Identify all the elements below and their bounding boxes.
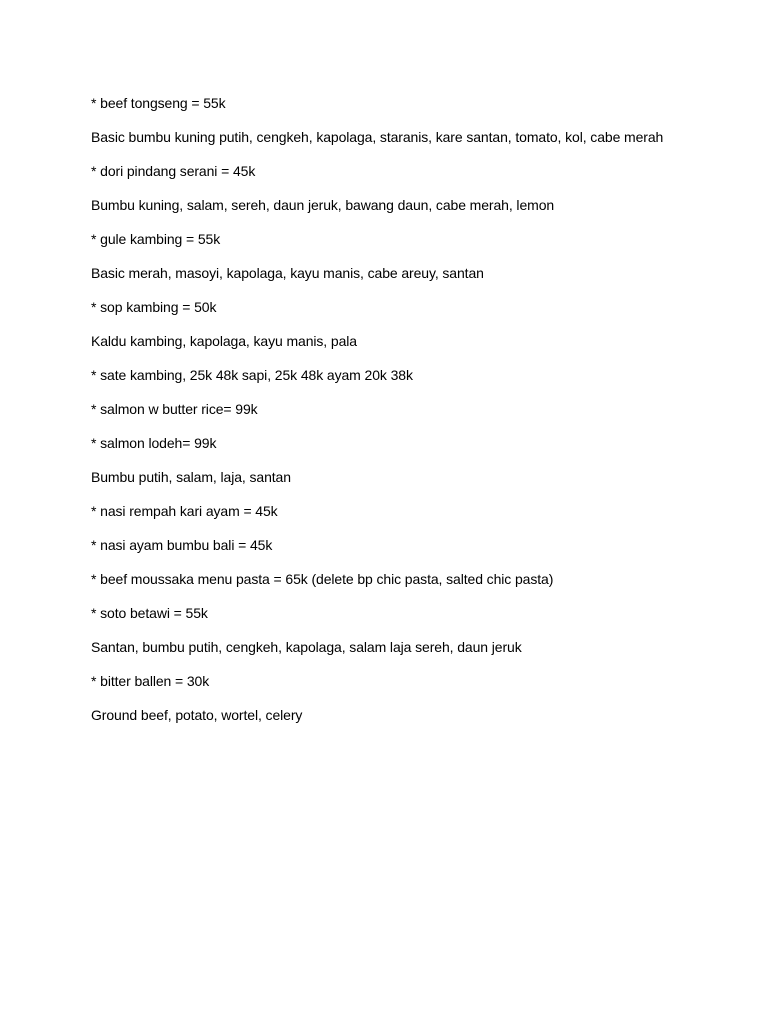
menu-item-line: * gule kambing = 55k: [91, 231, 221, 247]
ingredients-line: Santan, bumbu putih, cengkeh, kapolaga, salam laja sereh, daun jeruk: [91, 639, 522, 655]
ingredients-line: Kaldu kambing, kapolaga, kayu manis, pala: [91, 333, 357, 349]
ingredients-line: Basic merah, masoyi, kapolaga, kayu manis, cabe areuy, santan: [91, 265, 484, 281]
menu-item-line: * sate kambing, 25k 48k sapi, 25k 48k ayam 20k 38k: [91, 367, 413, 383]
menu-item-line: * soto betawi = 55k: [91, 605, 208, 621]
menu-item-line: * salmon lodeh= 99k: [91, 435, 217, 451]
menu-item-line: * nasi ayam bumbu bali = 45k: [91, 537, 273, 553]
menu-item-line: * dori pindang serani = 45k: [91, 163, 256, 179]
document-body: [91, 93, 691, 739]
ingredients-line: Ground beef, potato, wortel, celery: [91, 707, 303, 723]
menu-item-line: * nasi rempah kari ayam = 45k: [91, 503, 278, 519]
menu-item-line: * salmon w butter rice= 99k: [91, 401, 258, 417]
menu-item-line: * sop kambing = 50k: [91, 299, 217, 315]
ingredients-line: Bumbu putih, salam, laja, santan: [91, 469, 291, 485]
ingredients-line: Basic bumbu kuning putih, cengkeh, kapolaga, staranis, kare santan, tomato, kol, cabe merah: [91, 129, 664, 145]
ingredients-line: Bumbu kuning, salam, sereh, daun jeruk, bawang daun, cabe merah, lemon: [91, 197, 555, 213]
menu-item-line: * beef tongseng = 55k: [91, 95, 226, 111]
menu-item-line: * bitter ballen = 30k: [91, 673, 210, 689]
menu-item-line: * beef moussaka menu pasta = 65k (delete bp chic pasta, salted chic pasta): [91, 571, 554, 587]
